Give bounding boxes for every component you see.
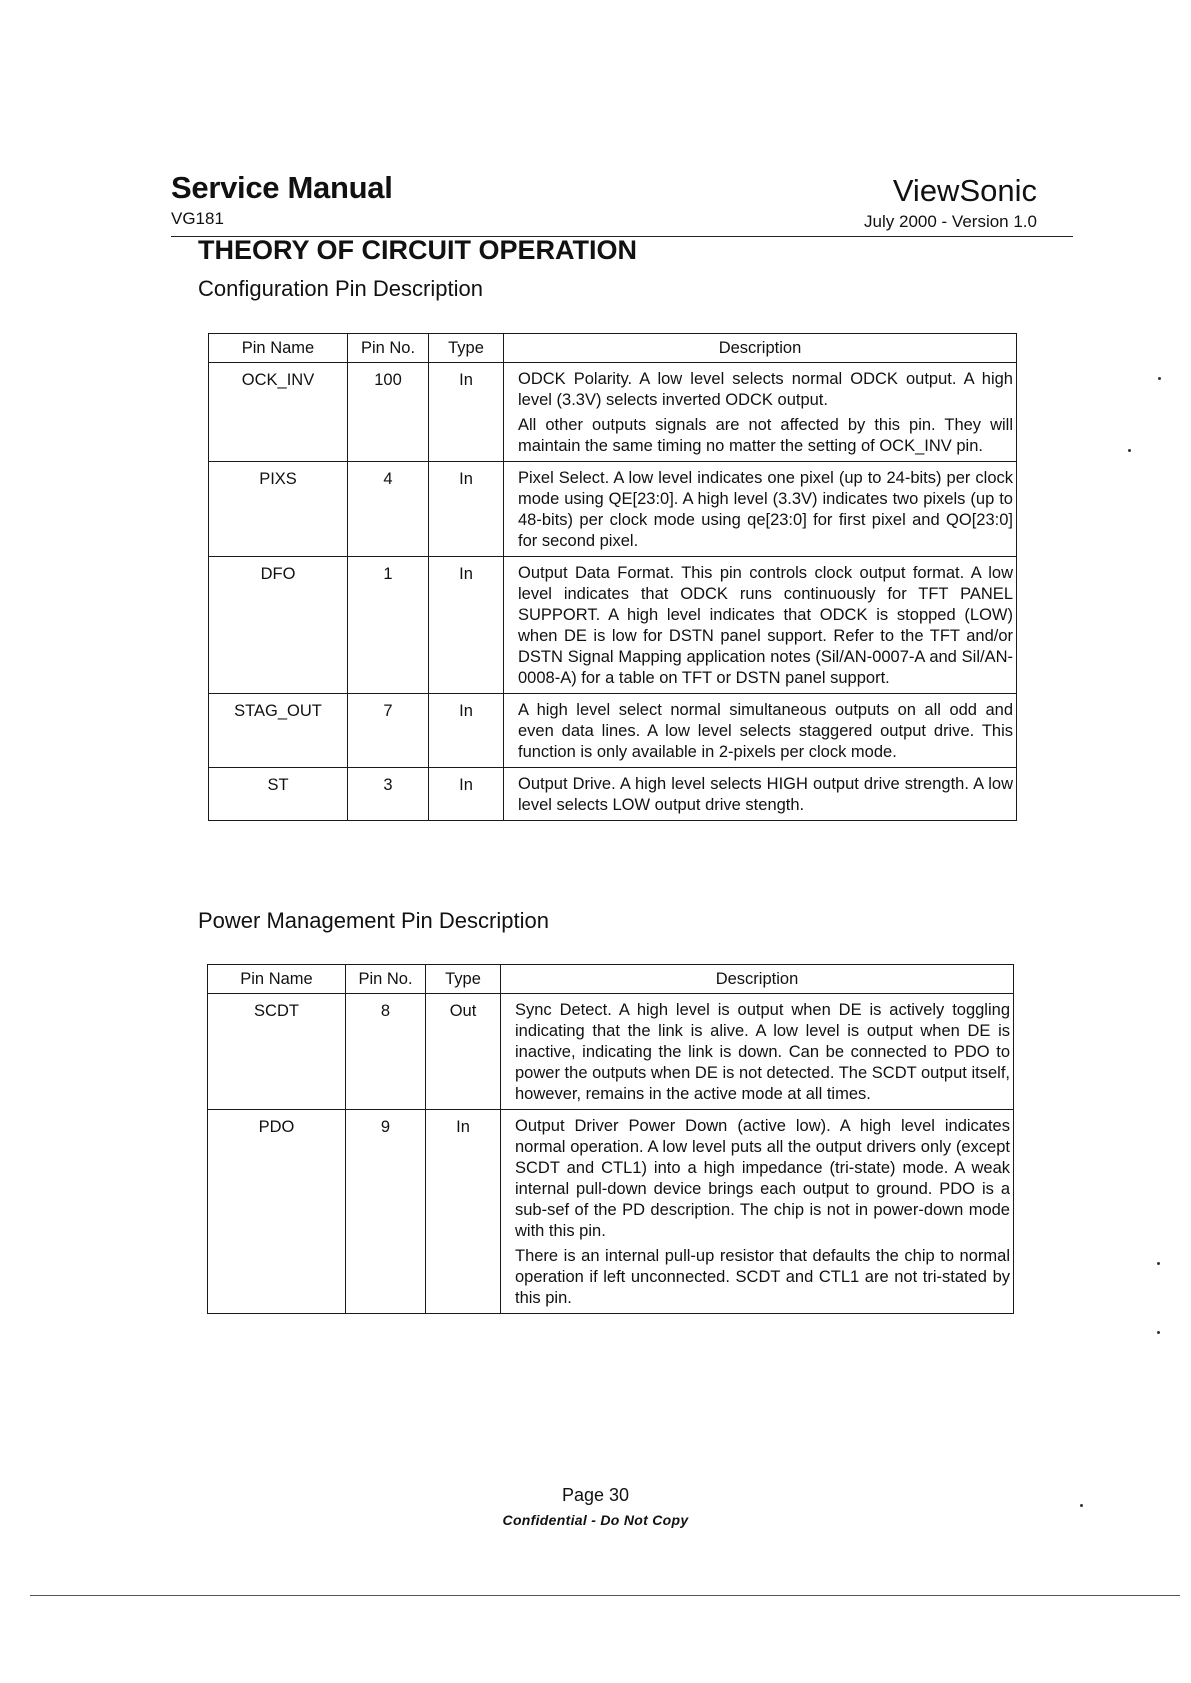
table-row [209,363,1017,462]
description-text: Output Driver Power Down (active low). A high level indicates normal operation. A low level puts all the output drivers only (except SCDT and CTL1) into a high impedance (tri-state) mode. A weak internal pull-down device brings each output to ground. PDO is a sub-sef of the PD description. The chip is not in power-down mode with this pin. [515,1117,1010,1240]
col-type: Type [429,334,504,363]
model-number: VG181 [171,209,224,228]
power-heading: Power Management Pin Description [198,908,549,933]
pin-number: 3 [348,768,429,821]
scan-speck [1157,1331,1160,1334]
pin-description [504,462,1017,557]
scan-speck [1157,1262,1160,1265]
pin-description [501,994,1014,1110]
description-text: Output Data Format. This pin controls clock output format. A low level indicates that ODCK runs continuously for TFT PANEL SUPPORT. A high level indicates that ODCK is stopped (LOW) when DE is low for DSTN panel support. Refer to the TFT and/or DSTN Signal Mapping application notes (Sil/AN-0007-A and Sil/AN-0008-A) for a table on TFT or DSTN panel support. [518,564,1013,687]
manual-title: Service Manual [171,170,393,205]
scan-speck [1158,377,1161,380]
table-row [209,768,1017,821]
table-row [209,462,1017,557]
description-text: Pixel Select. A low level indicates one pixel (up to 24-bits) per clock mode using QE[23:0]. A high level (3.3V) indicates two pixels (up to 48-bits) per clock mode using qe[23:0] for first pixel and QO[23:0] for second pixel. [518,469,1013,550]
pin-name: PDO [208,1110,346,1314]
config-heading: Configuration Pin Description [198,276,483,301]
brand-name: ViewSonic [892,173,1037,208]
description-text: All other outputs signals are not affected by this pin. They will maintain the same timing no matter the setting of OCK_INV pin. [518,416,1013,455]
pin-name: SCDT [208,994,346,1110]
table-header-row [208,965,1014,994]
pin-number: 4 [348,462,429,557]
pin-number: 7 [348,694,429,768]
col-pin-name: Pin Name [209,334,348,363]
table-header-row [209,334,1017,363]
col-pin-name: Pin Name [208,965,346,994]
table-row [208,994,1014,1110]
table-row [208,1110,1014,1314]
col-description: Description [501,965,1014,994]
description-text: Sync Detect. A high level is output when DE is actively toggling indicating that the link is alive. A low level is output when DE is inactive, indicating the link is down. Can be connected to PDO to power the outputs when DE is not detected. The SCDT output itself, however, remains in the active mode at all times. [515,1001,1010,1103]
scan-speck [1128,449,1131,452]
pin-type: In [429,768,504,821]
pin-description [504,768,1017,821]
table-row [209,694,1017,768]
pin-description [504,694,1017,768]
footer-rule [30,1595,1180,1596]
pin-type: In [429,462,504,557]
pin-description [504,363,1017,462]
col-pin-no: Pin No. [346,965,426,994]
pin-type: Out [426,994,501,1110]
scan-speck [1080,1504,1083,1507]
page-number: Page 30 [561,1485,630,1505]
col-description: Description [504,334,1017,363]
table-row [209,557,1017,694]
pin-type: In [426,1110,501,1314]
power-pin-table [207,964,1014,1314]
description-text: ODCK Polarity. A low level selects normal ODCK output. A high level (3.3V) selects inverted ODCK output. [518,370,1013,409]
description-text: A high level select normal simultaneous outputs on all odd and even data lines. A low level selects staggered output drive. This function is only available in 2-pixels per clock mode. [518,701,1013,761]
pin-type: In [429,363,504,462]
pin-name: ST [209,768,348,821]
config-pin-table [208,333,1017,821]
pin-number: 1 [348,557,429,694]
pin-number: 8 [346,994,426,1110]
pin-name: DFO [209,557,348,694]
pin-name: PIXS [209,462,348,557]
pin-description [501,1110,1014,1314]
pin-name: OCK_INV [209,363,348,462]
pin-type: In [429,694,504,768]
col-type: Type [426,965,501,994]
pin-number: 9 [346,1110,426,1314]
confidential-notice: Confidential - Do Not Copy [502,1512,689,1528]
version-date: July 2000 - Version 1.0 [864,212,1037,231]
description-text: Output Drive. A high level selects HIGH output drive strength. A low level selects LOW output drive stength. [518,775,1013,814]
description-text: There is an internal pull-up resistor that defaults the chip to normal operation if left unconnected. SCDT and CTL1 are not tri-stated by this pin. [515,1247,1010,1307]
pin-number: 100 [348,363,429,462]
section-title: THEORY OF CIRCUIT OPERATION [198,235,638,265]
pin-type: In [429,557,504,694]
pin-description [504,557,1017,694]
col-pin-no: Pin No. [348,334,429,363]
pin-name: STAG_OUT [209,694,348,768]
